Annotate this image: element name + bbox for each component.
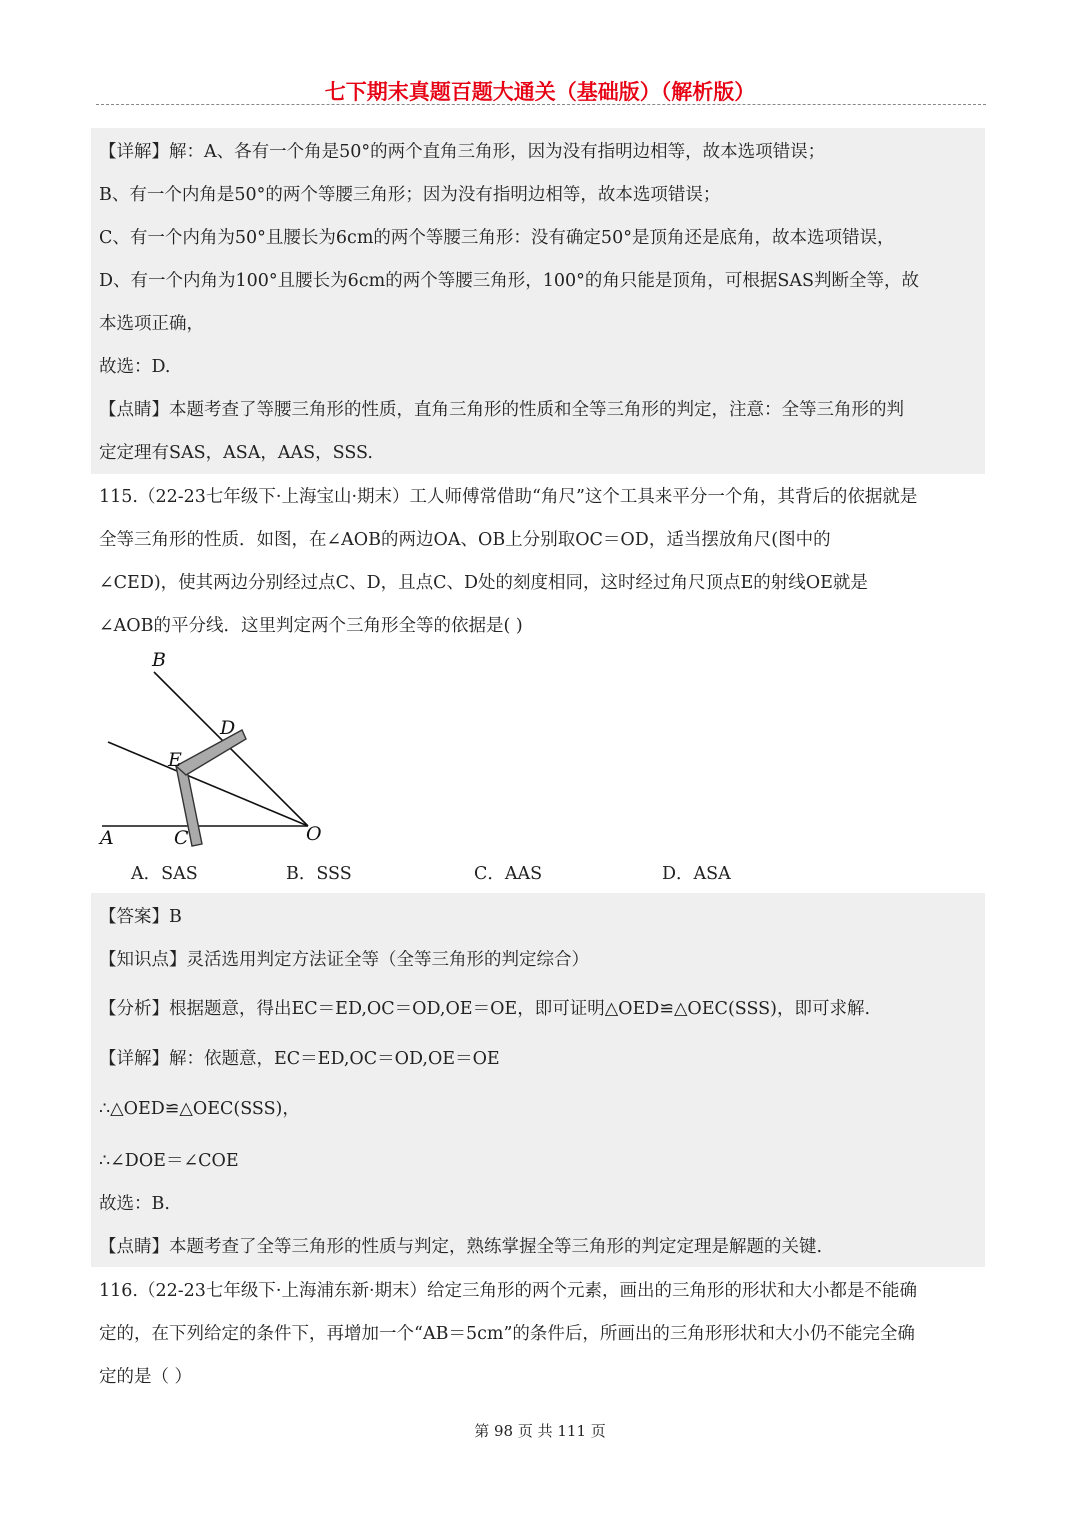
label-e: E — [168, 749, 182, 771]
option-c: C．AAS — [474, 864, 543, 884]
question-115-line: 115.（22-23七年级下·上海宝山·期末）工人师傅常借助“角尺”这个工具来平分一个角，其背后的依据就是 — [99, 487, 918, 507]
option-a: A．SAS — [131, 864, 198, 884]
question-116-line: 116.（22-23七年级下·上海浦东新·期末）给定三角形的两个元素，画出的三角形的形状和大小都是不能确 — [99, 1281, 918, 1301]
question-115-line: ∠AOB的平分线．这里判定两个三角形全等的依据是( ) — [99, 616, 523, 636]
question-115-line: 全等三角形的性质．如图，在∠AOB的两边OA、OB上分别取OC＝OD，适当摆放角尺(图中的 — [99, 530, 831, 550]
answer-115-line: ∴∠DOE＝∠COE — [99, 1151, 239, 1171]
question-115-line: ∠CED)，使其两边分别经过点C、D，且点C、D处的刻度相同，这时经过角尺顶点E的射线OE就是 — [99, 573, 868, 593]
answer-115-line: ∴△OED≌△OEC(SSS)， — [99, 1099, 300, 1119]
label-d: D — [220, 717, 236, 739]
solution-114-line: 【详解】解：A、各有一个角是50°的两个直角三角形，因为没有指明边相等，故本选项错误； — [99, 142, 826, 162]
header-divider — [96, 104, 986, 105]
answer-115-line: 故选：B. — [99, 1194, 170, 1214]
label-c: C — [174, 827, 189, 848]
solution-114-line: B、有一个内角是50°的两个等腰三角形；因为没有指明边相等，故本选项错误； — [99, 185, 721, 205]
label-b: B — [152, 649, 166, 671]
solution-114-line: 故选：D. — [99, 357, 171, 377]
option-d: D．ASA — [662, 864, 731, 884]
answer-115-line: 【分析】根据题意，得出EC＝ED,OC＝OD,OE＝OE，即可证明△OED≌△OEC(SSS)，即可求解. — [99, 999, 871, 1019]
option-b: B．SSS — [286, 864, 352, 884]
solution-114-line: C、有一个内角为50°且腰长为6cm的两个等腰三角形：没有确定50°是顶角还是底角，故本选项错误， — [99, 228, 895, 248]
answer-115-line: 【答案】B — [99, 907, 182, 927]
solution-114-line: 【点睛】本题考查了等腰三角形的性质，直角三角形的性质和全等三角形的判定，注意：全等三角形的判 — [99, 400, 904, 420]
solution-114-line: 本选项正确， — [99, 314, 204, 334]
page-header-title: 七下期末真题百题大通关（基础版）（解析版） — [324, 80, 756, 104]
question-116-line: 定的是（ ） — [99, 1367, 193, 1387]
page-number: 第 98 页 共 111 页 — [474, 1422, 606, 1440]
answer-115-line: 【知识点】灵活选用判定方法证全等（全等三角形的判定综合） — [99, 950, 589, 970]
angle-ruler-figure — [96, 648, 356, 848]
answer-115-line: 【详解】解：依题意，EC＝ED,OC＝OD,OE＝OE — [99, 1049, 500, 1069]
answer-115-line: 【点睛】本题考查了全等三角形的性质与判定，熟练掌握全等三角形的判定定理是解题的关键. — [99, 1237, 823, 1257]
solution-114-line: D、有一个内角为100°且腰长为6cm的两个等腰三角形，100°的角只能是顶角，可根据SAS判断全等，故 — [99, 271, 919, 291]
label-a: A — [100, 827, 114, 848]
solution-114-block — [91, 128, 985, 474]
label-o: O — [306, 823, 322, 845]
question-116-line: 定的，在下列给定的条件下，再增加一个“AB＝5cm”的条件后，所画出的三角形形状和大小仍不能完全确 — [99, 1324, 915, 1344]
solution-114-line: 定定理有SAS，ASA，AAS，SSS. — [99, 443, 373, 463]
